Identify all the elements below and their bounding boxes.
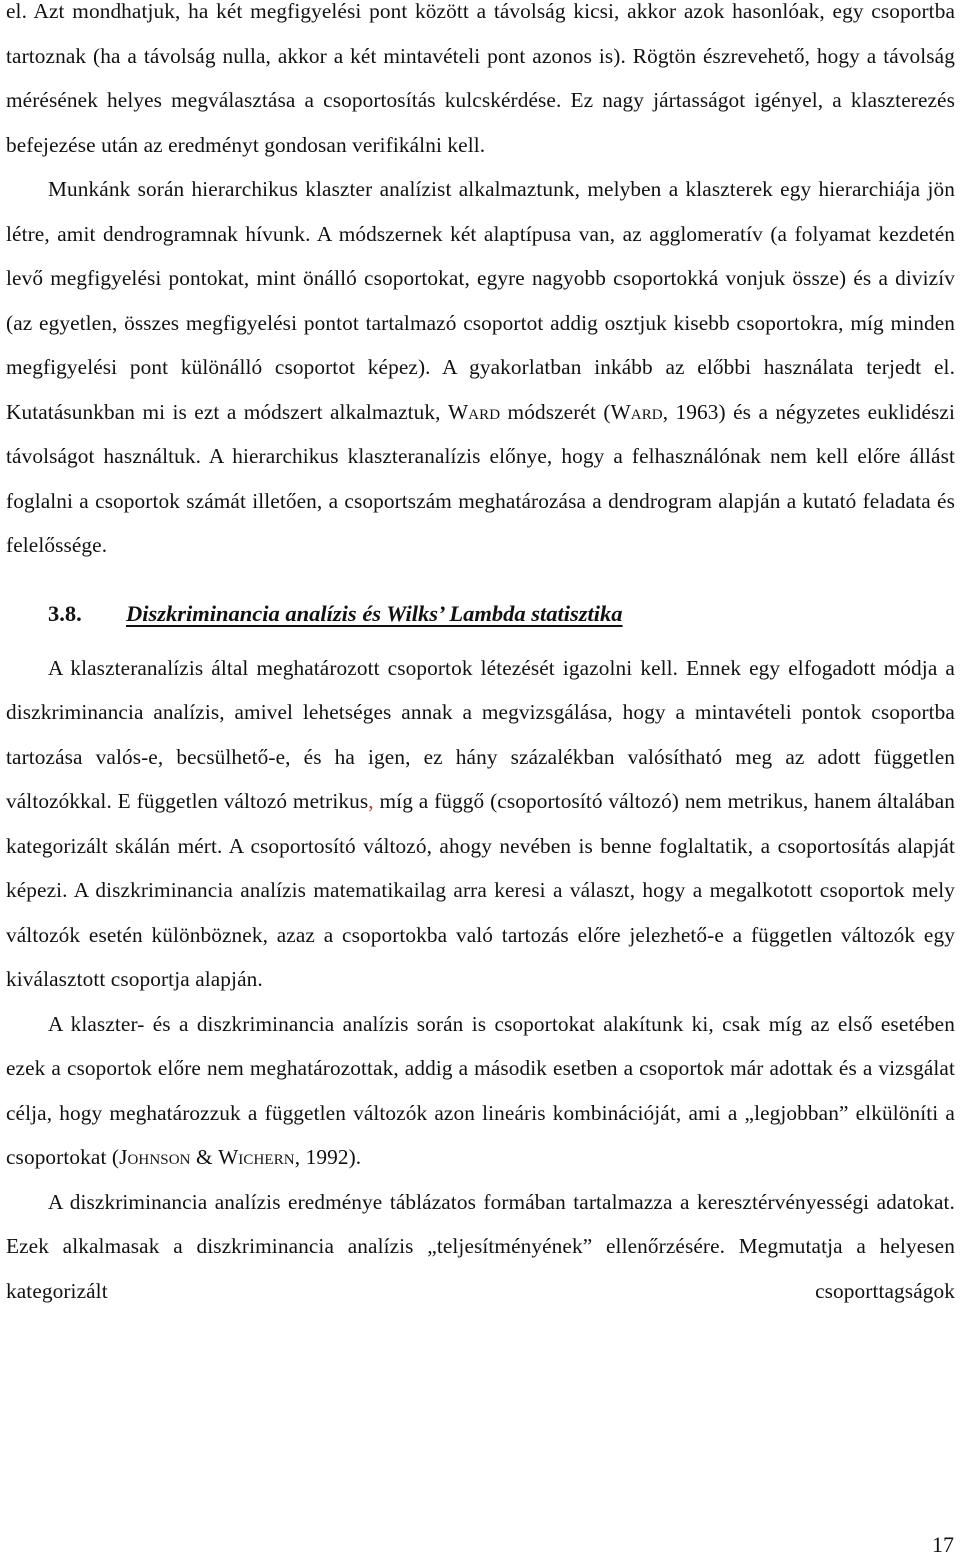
paragraph-2-text-b: módszerét ( [500, 399, 611, 424]
paragraph-4-text-a: A klaszter- és a diszkriminancia analízis során is csoportokat alakítunk ki, csak míg az első esetében ezek a csoportok előre nem meghatározottak, addig a második esetben a csoportok már adottak és a vizsgálat célja, hogy meghatározzuk a független változók azon lineáris kombinációját, ami a „legjobban” elkülöníti a csoportokat ( [6, 1011, 955, 1169]
page-content [6, 0, 955, 1313]
paragraph-2-text-c: , 1963) és a négyzetes euklidészi távolságot használtuk. A hierarchikus klaszteranalízis előnye, hogy a felhasználónak nem kell előre állást foglalni a csoportok számát illetően, a csoportszám meghatározása a dendrogram alapján a kutató feladata és felelőssége. [6, 399, 955, 557]
paragraph-5: A diszkriminancia analízis eredménye táblázatos formában tartalmazza a keresztérvényességi adatokat. Ezek alkalmasak a diszkriminancia analízis „teljesítményének” ellenőrzésére. Megmutatja a helyesen kategorizált csoporttagságok [6, 1189, 955, 1303]
paragraph-3-text-b: míg a függő (csoportosító változó) nem metrikus, hanem általában kategorizált skálán mért. A csoportosító változó, ahogy nevében is benne foglaltatik, a csoportosítás alapját képezi. A diszkriminancia analízis matematikailag arra keresi a választ, hogy a megalkotott csoportok mely változók esetén különböznek, azaz a csoportokba való tartozás előre jelezhető-e a független változók egy kiválasztott csoportja alapján. [6, 789, 955, 991]
citation-johnson: Johnson [119, 1145, 191, 1169]
highlighted-comma: , [368, 789, 374, 813]
paragraph-3-text-a: A klaszteranalízis által meghatározott csoportok létezését igazolni kell. Ennek egy elfogadott módja a diszkriminancia analízis, amivel lehetséges annak a megvizsgálása, hogy a mintavételi pontok csoportba tartozása valós-e, becsülhető-e, és ha igen, ez hány százalékban valósítható meg az adott független változókkal. E független változó metrikus [6, 655, 955, 813]
citation-ampersand: & [190, 1145, 219, 1169]
citation-wichern: Wichern [218, 1145, 295, 1169]
paragraph-2-text-a: Munkánk során hierarchikus klaszter analízist alkalmaztunk, melyben a klaszterek egy hierarchiája jön létre, amit dendrogramnak hívunk. A módszernek két alaptípusa van, az agglomeratív (a folyamat kezdetén levő megfigyelési pontokat, mint önálló csoportokat, egyre nagyobb csoportokká vonjuk össze) és a divizív (az egyetlen, összes megfigyelési pontot tartalmazó csoportot addig osztjuk kisebb csoportokra, míg minden megfigyelési pont különálló csoportot képez). A gyakorlatban inkább az előbbi használata terjedt el. Kutatásunkban mi is ezt a módszert alkalmaztuk, [6, 177, 955, 424]
paragraph-4 [6, 1002, 955, 1180]
citation-ward-1: Ward [448, 399, 501, 424]
section-number: 3.8. [48, 600, 82, 626]
paragraph-2 [6, 167, 955, 568]
paragraph-4-text-b: , 1992). [294, 1145, 362, 1169]
section-heading [6, 594, 955, 634]
paragraph-3 [6, 646, 955, 1002]
paragraph-1: el. Azt mondhatjuk, ha két megfigyelési pont között a távolság kicsi, akkor azok hasonlóak, egy csoportba tartoznak (ha a távolság nulla, akkor a két mintavételi pont azonos is). Rögtön észrevehető, hogy a távolság mérésének helyes megválasztása a csoportosítás kulcskérdése. Ez nagy jártasságot igényel, a klaszterezés befejezése után az eredményt gondosan verifikálni kell. [6, 0, 955, 157]
citation-ward-2: Ward [610, 399, 663, 424]
section-title: Diszkriminancia analízis és Wilks’ Lambda statisztika [126, 600, 623, 626]
page-number: 17 [932, 1532, 954, 1557]
